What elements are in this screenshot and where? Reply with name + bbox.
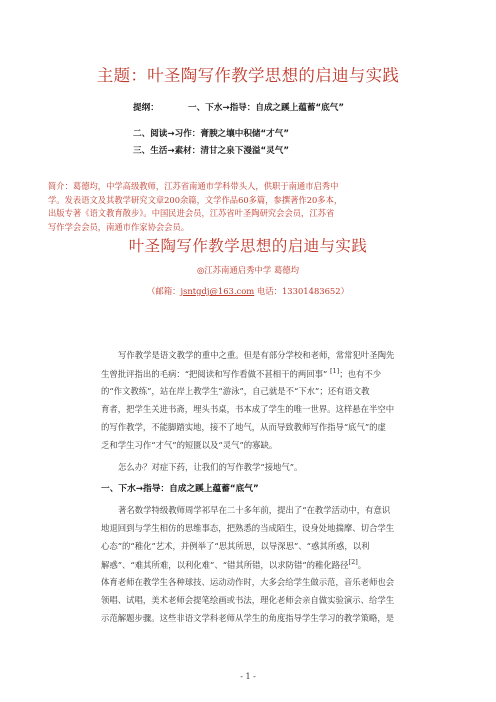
citation-ref: [1]	[329, 367, 340, 375]
paragraph-line: 示范解题步骤。这些非语文学科老师从学生的角度指导学生学习的教学策略，是	[101, 613, 395, 623]
paragraph-line: 著名数学特级教师周学祁早在二十多年前，提出了“在教学活动中，有意识	[118, 505, 391, 515]
paragraph-line: 怎么办？对症下药，让我们的写作教学“接地气”。	[118, 462, 303, 472]
bio-line: 学。发表语文及其教学研究文章200余篇，文学作品60多篇，参撰著作20多本，	[48, 194, 343, 205]
article-author: ◎江苏南通启秀中学 葛德均	[196, 265, 300, 275]
page-title: 主题：叶圣陶写作教学思想的启迪与实践	[96, 66, 400, 85]
outline-item-1: 一、下水→指导：自成之蹊上蕴蓄“底气”	[188, 103, 344, 113]
paragraph-line	[101, 367, 381, 380]
bio-line: 简介：葛德均，中学高级教师，江苏省南通市学科带头人，供职于南通市启秀中	[48, 181, 339, 191]
paragraph-text: ；也有不少	[339, 368, 382, 379]
paragraph-line: 的“作文教练”，站在岸上教学生“游泳”，自己就是不“下水”；还有语文教	[101, 386, 370, 396]
bio-line: 出版专著《语文教育散步》。中国民进会员，江苏省叶圣陶研究会会员，江苏省	[48, 208, 335, 219]
contact-suffix: 电话：13301483652）	[254, 286, 349, 296]
paragraph-line: 的写作教学，不能脚踏实地，接不了地气，从而导致教师写作指导“底气”的虚	[101, 422, 386, 432]
paragraph-line: 地退回到与学生相仿的思维事态，把熟悉的当成陌生，设身处地揣摩、切合学生	[101, 523, 395, 533]
paragraph-text: 生曾批评指出的毛病：“把阅读和写作看做不甚相干的两回事”	[101, 368, 328, 379]
outline-item-2: 二、阅读→习作：膏腴之壤中积储“才气”	[133, 129, 289, 139]
contact-line	[0, 285, 496, 297]
bio-line: 写作学会会员，南通市作家协会会员。	[48, 221, 190, 232]
article-title: 叶圣陶写作教学思想的启迪与实践	[128, 237, 368, 255]
section-heading: 一、下水→指导：自成之蹊上蕴蓄“底气”	[101, 484, 259, 494]
citation-ref: [2]	[348, 558, 358, 566]
paragraph-line: 写作教学是语文教学的重中之重。但是有部分学校和老师，常常犯叶圣陶先	[118, 350, 395, 360]
paragraph-line: 心态”的“稚化”艺术，并例举了“思其所思，以导深思”、“惑其所惑，以利	[101, 541, 370, 551]
paragraph-text: 解惑”、“难其所难，以利化难”、“错其所错，以求防错”的稚化路径	[101, 559, 349, 570]
page-number: - 1 -	[240, 672, 256, 681]
contact-prefix: （邮箱：	[147, 286, 181, 296]
author-bio	[48, 180, 448, 234]
paragraph-line: 体育老师在教学生各种球技、运动动作时，大多会给学生做示范，音乐老师也会	[101, 577, 395, 587]
paragraph-text: 。	[357, 559, 367, 570]
outline-item-3: 三、生活→素材：清甘之泉下漫溢“灵气”	[133, 146, 289, 156]
paragraph-line	[101, 558, 366, 571]
paragraph-line: 乏和学生习作“才气”的短匮以及“灵气”的寡缺。	[101, 440, 278, 450]
paragraph-line: 领唱、试唱，美术老师会提笔绘画或书法，理化老师会亲自做实验演示、给学生	[101, 595, 395, 605]
email-link[interactable]: jsntgdj@163.com	[180, 286, 255, 296]
paragraph-line: 育者，把学生关进书斋，埋头书桌，书本成了学生的唯一世界。这样悬在半空中	[101, 404, 395, 414]
outline-label: 提纲：	[133, 103, 159, 113]
